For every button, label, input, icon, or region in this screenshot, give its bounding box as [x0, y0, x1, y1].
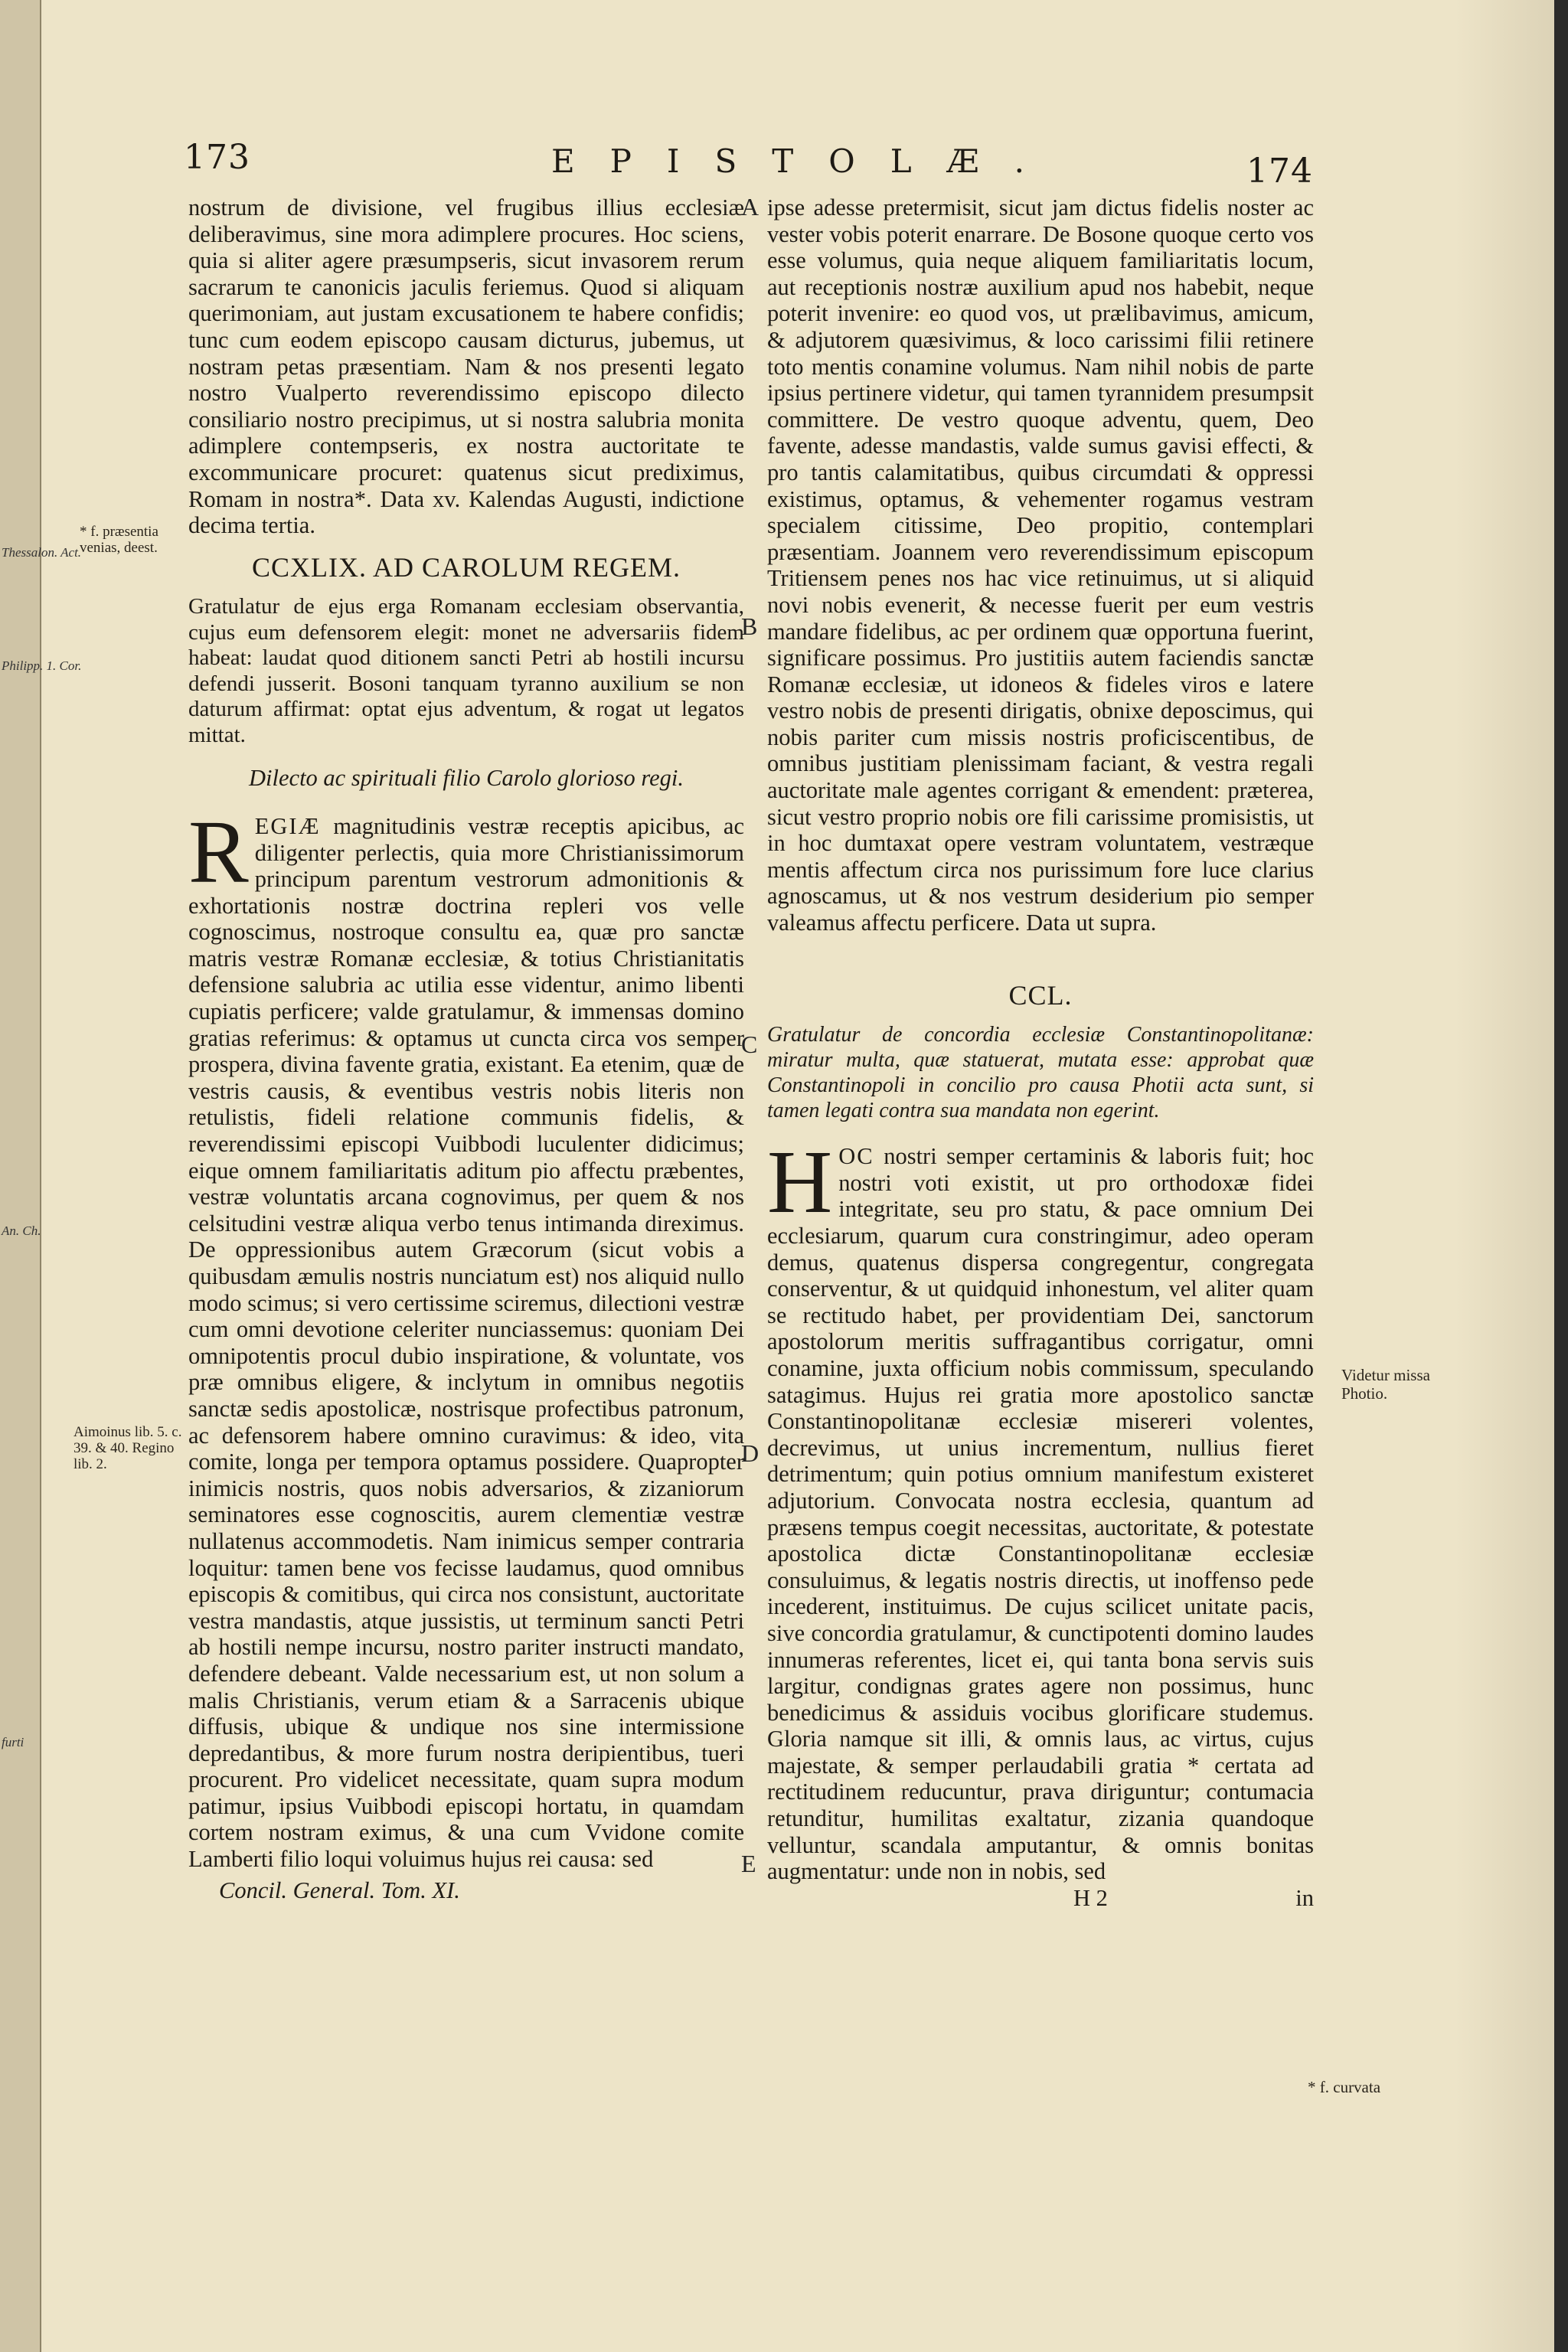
- page-foot: [767, 1885, 1314, 1916]
- salutation: Dilecto ac spirituali filio Carolo glorioso regi.: [249, 765, 684, 792]
- left-paragraph-2-text: magnitudinis vestræ receptis apicibus, ac diligenter perlectis, quia more Christianissimorum principum parentum vestrorum admonitionis & exhortationis nostræ doctrina repleri vos velle cognoscimus, nostroque consultu ea, quæ pro sanctæ matris vestræ Romanæ ecclesiæ, & totius Christianitatis defensione salubria ac utilia esse videntur, animo libenti cupiatis perficere; valde gratulamur, & immensas domino gratias referimus: & optamus ut cuncta circa vos semper prospera, divina favente gratia, existant. Ea etenim, quæ de vestris causis, & eventibus vestris nobis literis non retulistis, fideli relatione communis fidelis, & reverendissimi episcopi Vuibbodi luculenter didicimus; eique omnem familiaritatis aditum pio affectu præbentes, vestræ voluntatis arcana cognovimus, per quem & nos celsitudini vestræ aliqua verbo tenus intimanda direximus. De oppressionibus autem Græcorum (sicut vobis a quibusdam æmulis nostris nunciatum est) nos aliquid nullo modo scimus; si vero certissime sciremus, dilectioni vestræ cum omni devotione celeriter nunciassemus: quoniam Dei omnipotentis procul dubio inspiratione, & voluntate, vos præ omnibus eligere, & inclytum in omnibus negotiis sanctæ sedis apostolicæ, nostrisque profectibus patronum, ac defensorem habere omnino curavimus: & ideo, vita comite, longa per tempora optamus possidere. Quapropter inimicis nostris, quos nobis adversarios, & zizaniorum seminatores esse cognoscitis, aurem clementiæ vestræ nullatenus accommodetis. Nam inimicus semper contraria loquitur: tamen bene vos fecisse laudamus, quod omnibus episcopis & comitibus, qui circa nos consistunt, auctoritate vestra mandastis, atque jussistis, ut terminum sancti Petri ab hostili nempe incursu, nostro pariter instructi mandato, defendere debeant. Valde necessarium est, ut non solum a malis Christianis, verum etiam & a Sarracenis ubique diffusis, ubique & undique nos sine intermissione depredantibus, & more furum nostra deripientibus, tueri procurent. Pro videlicet necessitate, quam supra modum patimur, ipsius Vuibbodi episcopi hortatu, in quamdam cortem nostram eximus, & una cum Vvidone comite Lamberti filio loqui voluimus hujus rei causa: sed: [188, 812, 744, 1873]
- right-paragraph-2-text: nostri semper certaminis & laboris fuit; hoc nostri voti existit, ut pro orthodoxæ fidei integritate, seu pro statu, & pace omnium Dei ecclesiarum, quarum cura constringimur, adeo operam demus, quatenus dispersa congregentur, congregata conserventur, & ut quidquid inhonestum, vel aliter quam se rectitudo habet, per providentiam Dei, sanctorum apostolorum meritis suffragantibus corrigatur, omni conamine, juxta officium nobis commissum, speculando satagimus. Hujus rei gratia more apostolico sanctæ Constantinopolitanæ ecclesiæ misereri volentes, decrevimus, ut unius incrementum, nullius fieret detrimentum; quin potius omnium manifestum existeret adjutorium. Convocata nostra ecclesia, quantum ad præsens tempus coegit necessitas, auctoritate, & potestate apostolica dictæ Constantinopolitanæ ecclesiæ consuluimus, & legatis nostris directis, ut inoffenso pede incederent, instituimus. De cujus scilicet unitate pacis, sive concordia gratulamur, & cunctipotenti domino laudes innumeras referentes, licet ei, qui tanta bona servis suis largitur, condignas grates agere non possimus, hunc benedicimus & assiduis vocibus glorificare studemus. Gloria namque sit illi, & omnis laus, ac virtus, cujus majestate, & semper perlaudabili gratia * certata ad rectitudinem reducuntur, prava diriguntur; contumacia retunditur, humilitas exaltatur, zizania quandoque velluntur, scandala amputantur, & omnis bonitas augmentatur: unde non in nobis, sed: [767, 1143, 1315, 1885]
- page-number-right: 174: [1246, 152, 1313, 191]
- edge-note-3: An. Ch.: [2, 1223, 41, 1238]
- section-letter-a: A: [741, 193, 760, 220]
- first-word: OC: [838, 1143, 874, 1170]
- section-letter-d: D: [741, 1439, 760, 1467]
- section-letter-b: B: [741, 612, 758, 640]
- right-paragraph-2: [767, 1132, 1315, 1885]
- first-word: EGIÆ: [254, 812, 321, 839]
- drop-cap-r: R: [188, 801, 249, 902]
- footer-signature: Concil. General. Tom. XI.: [219, 1877, 460, 1903]
- right-note-2: * f. curvata: [1308, 2078, 1381, 2096]
- letter-summary-ccxlix: Gratulatur de ejus erga Romanam ecclesiam observantia, cujus eum defensorem elegit: monet ne adversariis fidem habeat: laudat quod ditionem sancti Petri ab hostili incursu defendi jusserit. Bosoni tanquam tyranno auxilium se non daturum affirmat: optat ejus adventum, & rogat ut legatos mittat.: [188, 594, 744, 747]
- letter-summary-ccl: Gratulatur de concordia ecclesiæ Constantinopolitanæ: miratur multa, quæ statuerat, mutata esse: approbat quæ Constantinopoli in concilio pro causa Photii acta sunt, si tamen legati contra sua mandata non egerint.: [767, 1023, 1314, 1123]
- letter-title-ccxlix: CCXLIX. AD CAROLUM REGEM.: [251, 551, 681, 583]
- running-head: EPISTOLÆ.: [551, 142, 1060, 180]
- right-note-1: Videtur missa Photio.: [1341, 1366, 1430, 1403]
- edge-note-4: furti: [2, 1735, 24, 1749]
- page-number-left: 173: [184, 138, 250, 177]
- right-column: [767, 194, 1314, 1916]
- section-letter-c: C: [741, 1031, 758, 1058]
- section-letter-e: E: [741, 1850, 756, 1877]
- left-note-1: * f. præsentia venias, deest.: [80, 524, 158, 556]
- right-paragraph-1: ipse adesse pretermisit, sicut jam dictus fidelis noster ac vester vobis poterit enarrare. De Bosone quoque certo vos esse volumus, quia neque aliquem familiaritatis locum, aut receptionis nostræ auxilium apud nos habebit, neque poterit invenire: eo quod vos, ut prælibavimus, amicum, & adjutorem quæsivimus, & loco carissimi filii retinere toto mentis conamine volumus. Nam nihil nobis de parte ipsius pertinere videtur, qui tamen tyrannidem presumpsit committere. De vestro quoque adventu, quem, Deo favente, adesse mandastis, valde sumus gavisi effecti, & pro tantis calamitatibus, quibus circumdati & oppressi existimus, optamus, & vehementer rogamus vestram specialem citissime, Deo propitio, contemplari præsentiam. Joannem vero reverendissimum episcopum Tritiensem penes nos hac vice retinuimus, ut si aliquid novi nobis evenerit, & necesse fuerit per eum vestris mandare fidelibus, ac per ordinem quæ opportuna fuerint, significare possimus. Pro justitiis autem faciendis sanctæ Romanæ ecclesiæ, ut idoneos & fideles viros e latere vestro nobis de presenti dirigatis, obnixe deposcimus, qui nobis pariter cum missis nostris proficiscentibus, de omnibus justitiam plenissimam faciant, & vestra regali auctoritate male agentes corrigant & emendent: præterea, sicut vestro proprio nobis ore fili carissime promisistis, ut in hoc dumtaxat opere vestram voluntatem, vestræque mentis affectum circa nos purissimum fore luce clarius agnoscamus, ut & nos vestrum desiderium pio semper valeamus affectu perficere. Data ut supra.: [767, 194, 1314, 936]
- previous-page-edge: [0, 0, 82, 2352]
- letter-title-ccl: CCL.: [1008, 979, 1073, 1011]
- edge-note-2: Philipp. 1. Cor.: [2, 658, 82, 673]
- edge-note-1: Thessalon. Act.: [2, 545, 82, 560]
- binding-edge: [1554, 0, 1568, 2352]
- left-column: [188, 194, 744, 1903]
- catchword: in: [1295, 1884, 1314, 1911]
- left-paragraph-2: [188, 801, 744, 1873]
- left-note-2: Aimoinus lib. 5. c. 39. & 40. Regino lib. 2.: [74, 1424, 182, 1472]
- left-paragraph-1: nostrum de divisione, vel frugibus illius ecclesiæ deliberavimus, sine mora adimplere procures. Hoc sciens, quia si aliter agere præsumpseris, sicut invasorem rerum sacrarum te canonicis jaculis feriemus. Quod si aliquam querimoniam, aut justam excusationem te habere confidis; tunc cum eodem episcopo causam dicturus, jubemus, ut nostram petas præsentiam. Nam & nos presenti legato nostro Vualperto reverendissimo episcopo dilecto consiliario nostro precipimus, ut si nostra salubria monita adimplere contempseris, ex nostra auctoritate te excommunicare procuret: quatenus sicut prediximus, Romam in nostra*. Data xv. Kalendas Augusti, indictione decima tertia.: [188, 194, 744, 539]
- signature-mark: H 2: [1073, 1884, 1108, 1911]
- drop-cap-h: H: [767, 1132, 833, 1233]
